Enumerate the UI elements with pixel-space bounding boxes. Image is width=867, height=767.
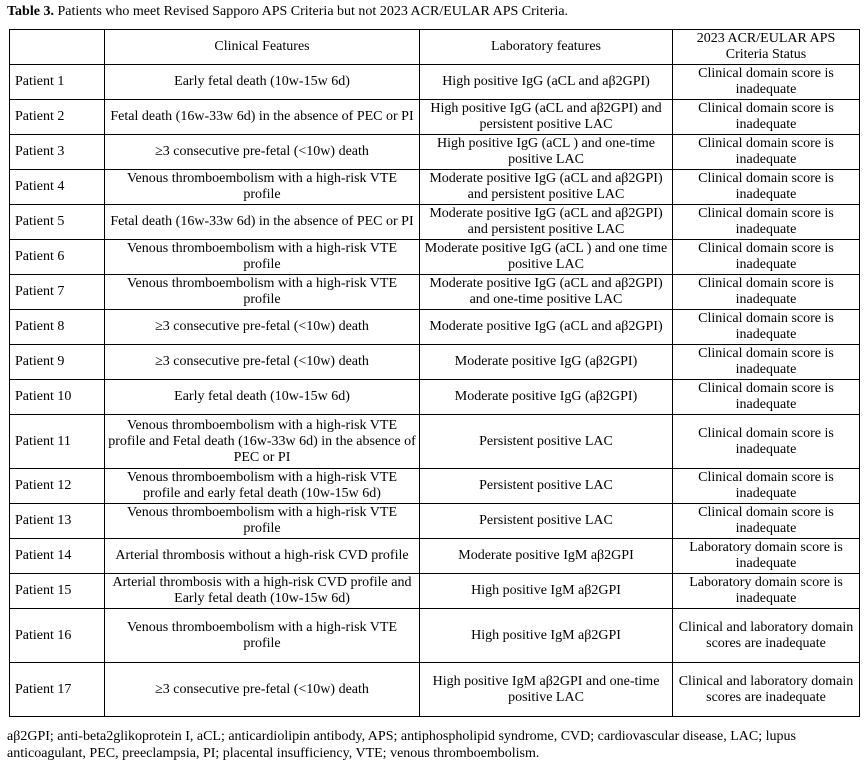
- criteria-status-cell: Clinical domain score is inadequate: [673, 469, 860, 504]
- laboratory-features-cell: Persistent positive LAC: [420, 415, 673, 469]
- laboratory-features-cell: Moderate positive IgG (aCL and aβ2GPI): [420, 310, 673, 345]
- criteria-status-cell: Clinical domain score is inadequate: [673, 345, 860, 380]
- patient-cell: Patient 17: [10, 663, 105, 717]
- laboratory-features-cell: High positive IgG (aCL and aβ2GPI) and persistent positive LAC: [420, 100, 673, 135]
- laboratory-features-cell: Moderate positive IgG (aCL and aβ2GPI) and one-time positive LAC: [420, 275, 673, 310]
- patient-cell: Patient 11: [10, 415, 105, 469]
- clinical-features-cell: Arterial thrombosis with a high-risk CVD profile and Early fetal death (10w-15w 6d): [105, 574, 420, 609]
- criteria-status-cell: Clinical domain score is inadequate: [673, 135, 860, 170]
- clinical-features-cell: Early fetal death (10w-15w 6d): [105, 65, 420, 100]
- laboratory-features-cell: Moderate positive IgG (aCL ) and one time positive LAC: [420, 240, 673, 275]
- caption-text: Patients who meet Revised Sapporo APS Criteria but not 2023 ACR/EULAR APS Criteria.: [57, 4, 569, 19]
- criteria-status-cell: Clinical domain score is inadequate: [673, 100, 860, 135]
- patient-cell: Patient 15: [10, 574, 105, 609]
- clinical-features-cell: Arterial thrombosis without a high-risk CVD profile: [105, 539, 420, 574]
- table-row: [10, 539, 860, 574]
- patient-cell: Patient 3: [10, 135, 105, 170]
- clinical-features-cell: ≥3 consecutive pre-fetal (<10w) death: [105, 310, 420, 345]
- criteria-status-cell: Clinical domain score is inadequate: [673, 504, 860, 539]
- header-cell-patient: [10, 30, 105, 65]
- patient-cell: Patient 7: [10, 275, 105, 310]
- caption-label: Table 3.: [7, 4, 54, 19]
- criteria-status-cell: Clinical domain score is inadequate: [673, 380, 860, 415]
- clinical-features-cell: Venous thromboembolism with a high-risk VTE profile: [105, 170, 420, 205]
- clinical-features-cell: Venous thromboembolism with a high-risk VTE profile and early fetal death (10w-15w 6d): [105, 469, 420, 504]
- laboratory-features-cell: Moderate positive IgG (aβ2GPI): [420, 380, 673, 415]
- patient-cell: Patient 13: [10, 504, 105, 539]
- table-row: [10, 65, 860, 100]
- table-row: [10, 469, 860, 504]
- header-cell-clinical: Clinical Features: [105, 30, 420, 65]
- clinical-features-cell: Venous thromboembolism with a high-risk VTE profile: [105, 504, 420, 539]
- laboratory-features-cell: High positive IgG (aCL and aβ2GPI): [420, 65, 673, 100]
- table-row: [10, 380, 860, 415]
- table-header-row: [10, 30, 860, 65]
- laboratory-features-cell: Moderate positive IgG (aCL and aβ2GPI) and persistent positive LAC: [420, 170, 673, 205]
- table-row: [10, 345, 860, 380]
- table-row: [10, 574, 860, 609]
- laboratory-features-cell: Moderate positive IgM aβ2GPI: [420, 539, 673, 574]
- criteria-status-cell: Laboratory domain score is inadequate: [673, 574, 860, 609]
- table-row: [10, 170, 860, 205]
- patient-cell: Patient 12: [10, 469, 105, 504]
- table-row: [10, 100, 860, 135]
- laboratory-features-cell: High positive IgM aβ2GPI and one-time positive LAC: [420, 663, 673, 717]
- table-caption: [7, 3, 568, 20]
- table-row: [10, 275, 860, 310]
- table-row: [10, 135, 860, 170]
- clinical-features-cell: Fetal death (16w-33w 6d) in the absence of PEC or PI: [105, 100, 420, 135]
- clinical-features-cell: Early fetal death (10w-15w 6d): [105, 380, 420, 415]
- table-row: [10, 310, 860, 345]
- patient-cell: Patient 16: [10, 609, 105, 663]
- table-row: [10, 205, 860, 240]
- clinical-features-cell: Venous thromboembolism with a high-risk VTE profile: [105, 240, 420, 275]
- laboratory-features-cell: Persistent positive LAC: [420, 504, 673, 539]
- criteria-status-cell: Clinical and laboratory domain scores are inadequate: [673, 609, 860, 663]
- table-row: [10, 240, 860, 275]
- criteria-status-cell: Clinical domain score is inadequate: [673, 310, 860, 345]
- patient-cell: Patient 6: [10, 240, 105, 275]
- criteria-status-cell: Clinical domain score is inadequate: [673, 275, 860, 310]
- criteria-status-cell: Laboratory domain score is inadequate: [673, 539, 860, 574]
- table-footnote: aβ2GPI; anti-beta2glikoprotein I, aCL; anticardiolipin antibody, APS; antiphospholipid syndrome, CVD; cardiovascular disease, LAC; lupus anticoagulant, PEC, preeclampsia, PI; placental insufficiency, VTE; venous thromboembolism.: [7, 729, 796, 761]
- header-cell-laboratory: Laboratory features: [420, 30, 673, 65]
- table-row: [10, 663, 860, 717]
- laboratory-features-cell: High positive IgM aβ2GPI: [420, 574, 673, 609]
- header-cell-status: 2023 ACR/EULAR APS Criteria Status: [673, 30, 860, 65]
- patient-cell: Patient 1: [10, 65, 105, 100]
- clinical-features-cell: Venous thromboembolism with a high-risk VTE profile and Fetal death (16w-33w 6d) in the absence of PEC or PI: [105, 415, 420, 469]
- criteria-status-cell: Clinical domain score is inadequate: [673, 65, 860, 100]
- patient-cell: Patient 10: [10, 380, 105, 415]
- laboratory-features-cell: Persistent positive LAC: [420, 469, 673, 504]
- criteria-status-cell: Clinical domain score is inadequate: [673, 240, 860, 275]
- patient-cell: Patient 2: [10, 100, 105, 135]
- criteria-status-cell: Clinical domain score is inadequate: [673, 170, 860, 205]
- clinical-features-cell: Venous thromboembolism with a high-risk VTE profile: [105, 609, 420, 663]
- patient-cell: Patient 9: [10, 345, 105, 380]
- laboratory-features-cell: Moderate positive IgG (aβ2GPI): [420, 345, 673, 380]
- criteria-status-cell: Clinical and laboratory domain scores are inadequate: [673, 663, 860, 717]
- table-row: [10, 415, 860, 469]
- clinical-features-cell: ≥3 consecutive pre-fetal (<10w) death: [105, 663, 420, 717]
- patient-cell: Patient 14: [10, 539, 105, 574]
- laboratory-features-cell: High positive IgM aβ2GPI: [420, 609, 673, 663]
- criteria-status-cell: Clinical domain score is inadequate: [673, 205, 860, 240]
- laboratory-features-cell: Moderate positive IgG (aCL and aβ2GPI) and persistent positive LAC: [420, 205, 673, 240]
- patient-cell: Patient 8: [10, 310, 105, 345]
- clinical-features-cell: ≥3 consecutive pre-fetal (<10w) death: [105, 135, 420, 170]
- table-row: [10, 609, 860, 663]
- table-row: [10, 504, 860, 539]
- laboratory-features-cell: High positive IgG (aCL ) and one-time positive LAC: [420, 135, 673, 170]
- criteria-status-cell: Clinical domain score is inadequate: [673, 415, 860, 469]
- clinical-features-cell: Fetal death (16w-33w 6d) in the absence of PEC or PI: [105, 205, 420, 240]
- criteria-table: [9, 29, 860, 717]
- clinical-features-cell: Venous thromboembolism with a high-risk VTE profile: [105, 275, 420, 310]
- clinical-features-cell: ≥3 consecutive pre-fetal (<10w) death: [105, 345, 420, 380]
- patient-cell: Patient 5: [10, 205, 105, 240]
- patient-cell: Patient 4: [10, 170, 105, 205]
